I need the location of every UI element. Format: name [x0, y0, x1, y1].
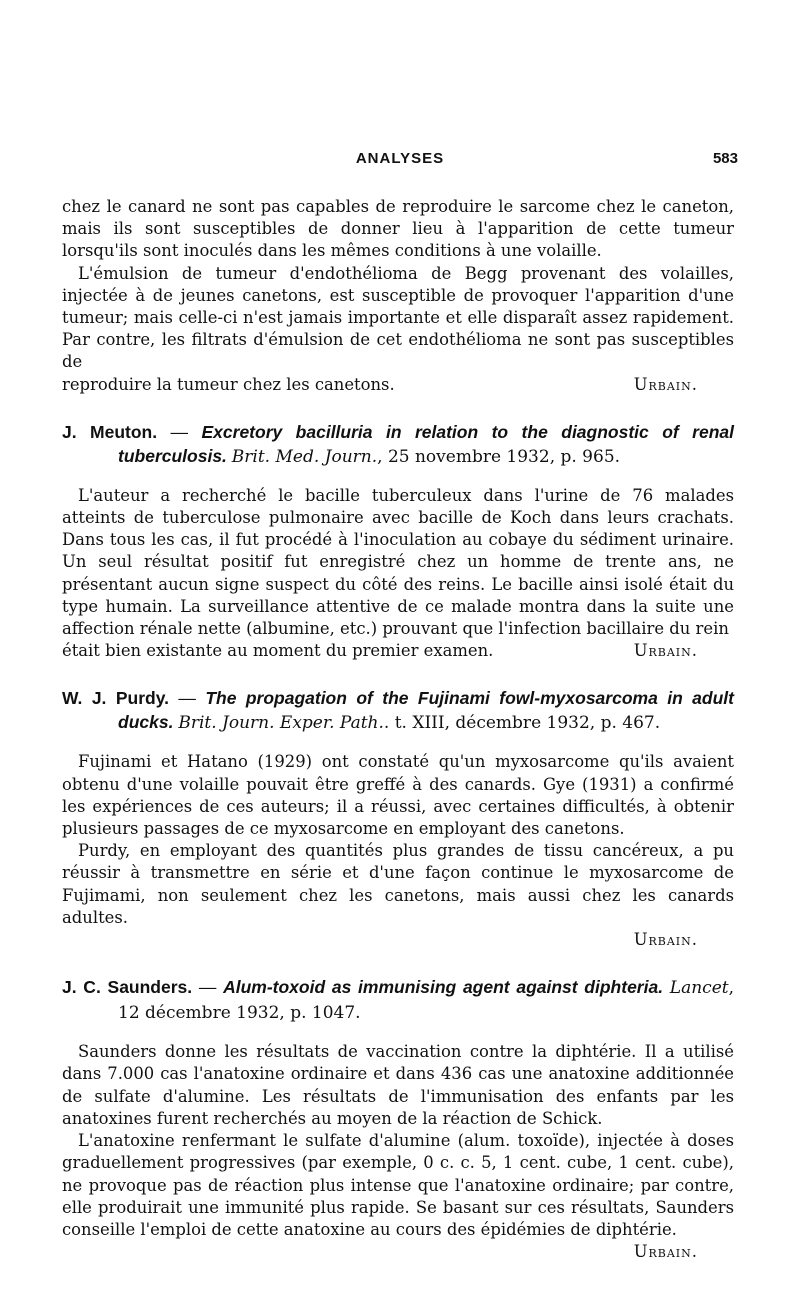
running-head-title: ANALYSES [355, 150, 445, 167]
entry-journal: Brit. Journ. Exper. Path. [178, 713, 384, 734]
page-number: 583 [712, 150, 738, 167]
entry-author: W. J. Purdy. [62, 688, 169, 709]
review-entry [62, 420, 734, 663]
paragraph: L'émulsion de tumeur d'endothélioma de Begg provenant des volailles, injectée à de jeunes canetons, est susceptible de provoquer l'apparition d'une tumeur; mais celle-ci n'est jamais importante et elle disparaît assez rapidement. Par contre, les filtrats d'émulsion de cet endothélioma ne sont pas susceptibles de [62, 263, 734, 372]
signature: Urbain. [633, 374, 698, 394]
entry-heading: J. C. Saunders. — Alum-toxoid as immunising agent against diphteria. Lancet, 12 décembre 1932, p. 1047. [62, 977, 734, 1024]
entry-author: J. C. Saunders. [62, 977, 193, 998]
paragraph: L'anatoxine renfermant le sulfate d'alumine (alum. toxoïde), injectée à doses graduellement progressives (par exemple, 0 c. c. 5, 1 cent. cube, 1 cent. cube), ne provoque pas de réaction plus intense que l'anatoxine ordinaire; par contre, elle produirait une immunité plus rapide. Se basant sur ces résultats, Saunders conseille l'emploi de cette anatoxine au cours des épidémies de diphtérie. [62, 1131, 734, 1239]
paragraph: Fujinami et Hatano (1929) ont constaté qu'un myxosarcome qu'ils avaient obtenu d'une volaille pouvait être greffé à des canards. Gye (1931) a confirmé les expériences de ces auteurs; il a réussi, avec certaines difficultés, à obtenir plusieurs passages de ce myxosarcome en employant des canetons. [62, 752, 734, 839]
paragraph-end: était bien existante au moment du premier examen. [62, 641, 494, 661]
entry-citation [178, 713, 660, 733]
entry-details: , 12 décembre 1932, p. 1047. [118, 978, 734, 1024]
signature: Urbain. [633, 930, 698, 950]
entry-title: The propagation of the Fujinami fowl-myxosarcoma in adult ducks. [118, 688, 734, 733]
signature: Urbain. [633, 641, 698, 661]
entry-journal: Brit. Med. Journ. [231, 446, 378, 467]
entry-heading: W. J. Purdy. — The propagation of the Fujinami fowl-myxosarcoma in adult ducks. Brit. Journ. Exper. Path.. t. XIII, décembre 1932, p. 467. [62, 688, 734, 734]
paragraph: Saunders donne les résultats de vaccination contre la diphtérie. Il a utilisé dans 7.000 cas l'anatoxine ordinaire et dans 436 cas une anatoxine additionnée de sulfate d'alumine. Les résultats de l'immunisation des enfants par les anatoxines furent recherchés au moyen de la réaction de Schick. [62, 1042, 734, 1128]
entry-details: . t. XIII, décembre 1932, p. 467. [383, 713, 661, 734]
continued-review [62, 196, 734, 396]
entry-details: , 25 novembre 1932, p. 965. [377, 446, 621, 467]
paragraph-end: reproduire la tumeur chez les canetons. [62, 374, 395, 394]
entry-title: Excretory bacilluria in relation to the diagnostic of renal tuberculosis. [118, 421, 734, 466]
closing-line [62, 374, 734, 396]
signature: Urbain. [633, 1242, 698, 1262]
entry-citation [232, 447, 620, 467]
closing-line [62, 640, 734, 662]
paragraph: chez le canard ne sont pas capables de reproduire le sarcome chez le caneton, mais ils sont susceptibles de donner lieu à l'apparition de cette tumeur lorsqu'ils sont inoculés dans les mêmes conditions à une volaille. [62, 197, 734, 261]
entry-journal: Lancet [669, 978, 729, 999]
entry-title: Alum-toxoid as immunising agent against diphteria. [223, 977, 664, 998]
review-entry [62, 686, 734, 951]
paragraph: L'auteur a recherché le bacille tuberculeux dans l'urine de 76 malades atteints de tuberculose pulmonaire avec bacille de Koch dans leurs crachats. Dans tous les cas, il fut procédé à l'inoculation au cobaye du sédiment urinaire. Un seul résultat positif fut enregistré chez un homme de trente ans, ne présentant aucun signe suspect du côté des reins. Le bacille ainsi isolé était du type humain. La surveillance attentive de ce malade montra dans la suite une affection rénale nette (albumine, etc.) prouvant que l'infection bacillaire du rein [62, 485, 734, 639]
review-entry [62, 975, 734, 1263]
running-head [62, 150, 738, 174]
entry-author: J. Meuton. [62, 421, 158, 442]
page-body [62, 196, 734, 1263]
paragraph: Purdy, en employant des quantités plus grandes de tissu cancéreux, a pu réussir à transmettre en série et d'une façon continue le myxosarcome de Fujimami, non seulement chez les canetons, mais aussi chez les canards adultes. [62, 841, 734, 927]
entry-heading: J. Meuton. — Excretory bacilluria in relation to the diagnostic of renal tuberculosis. Brit. Med. Journ., 25 novembre 1932, p. 965. [62, 421, 734, 467]
